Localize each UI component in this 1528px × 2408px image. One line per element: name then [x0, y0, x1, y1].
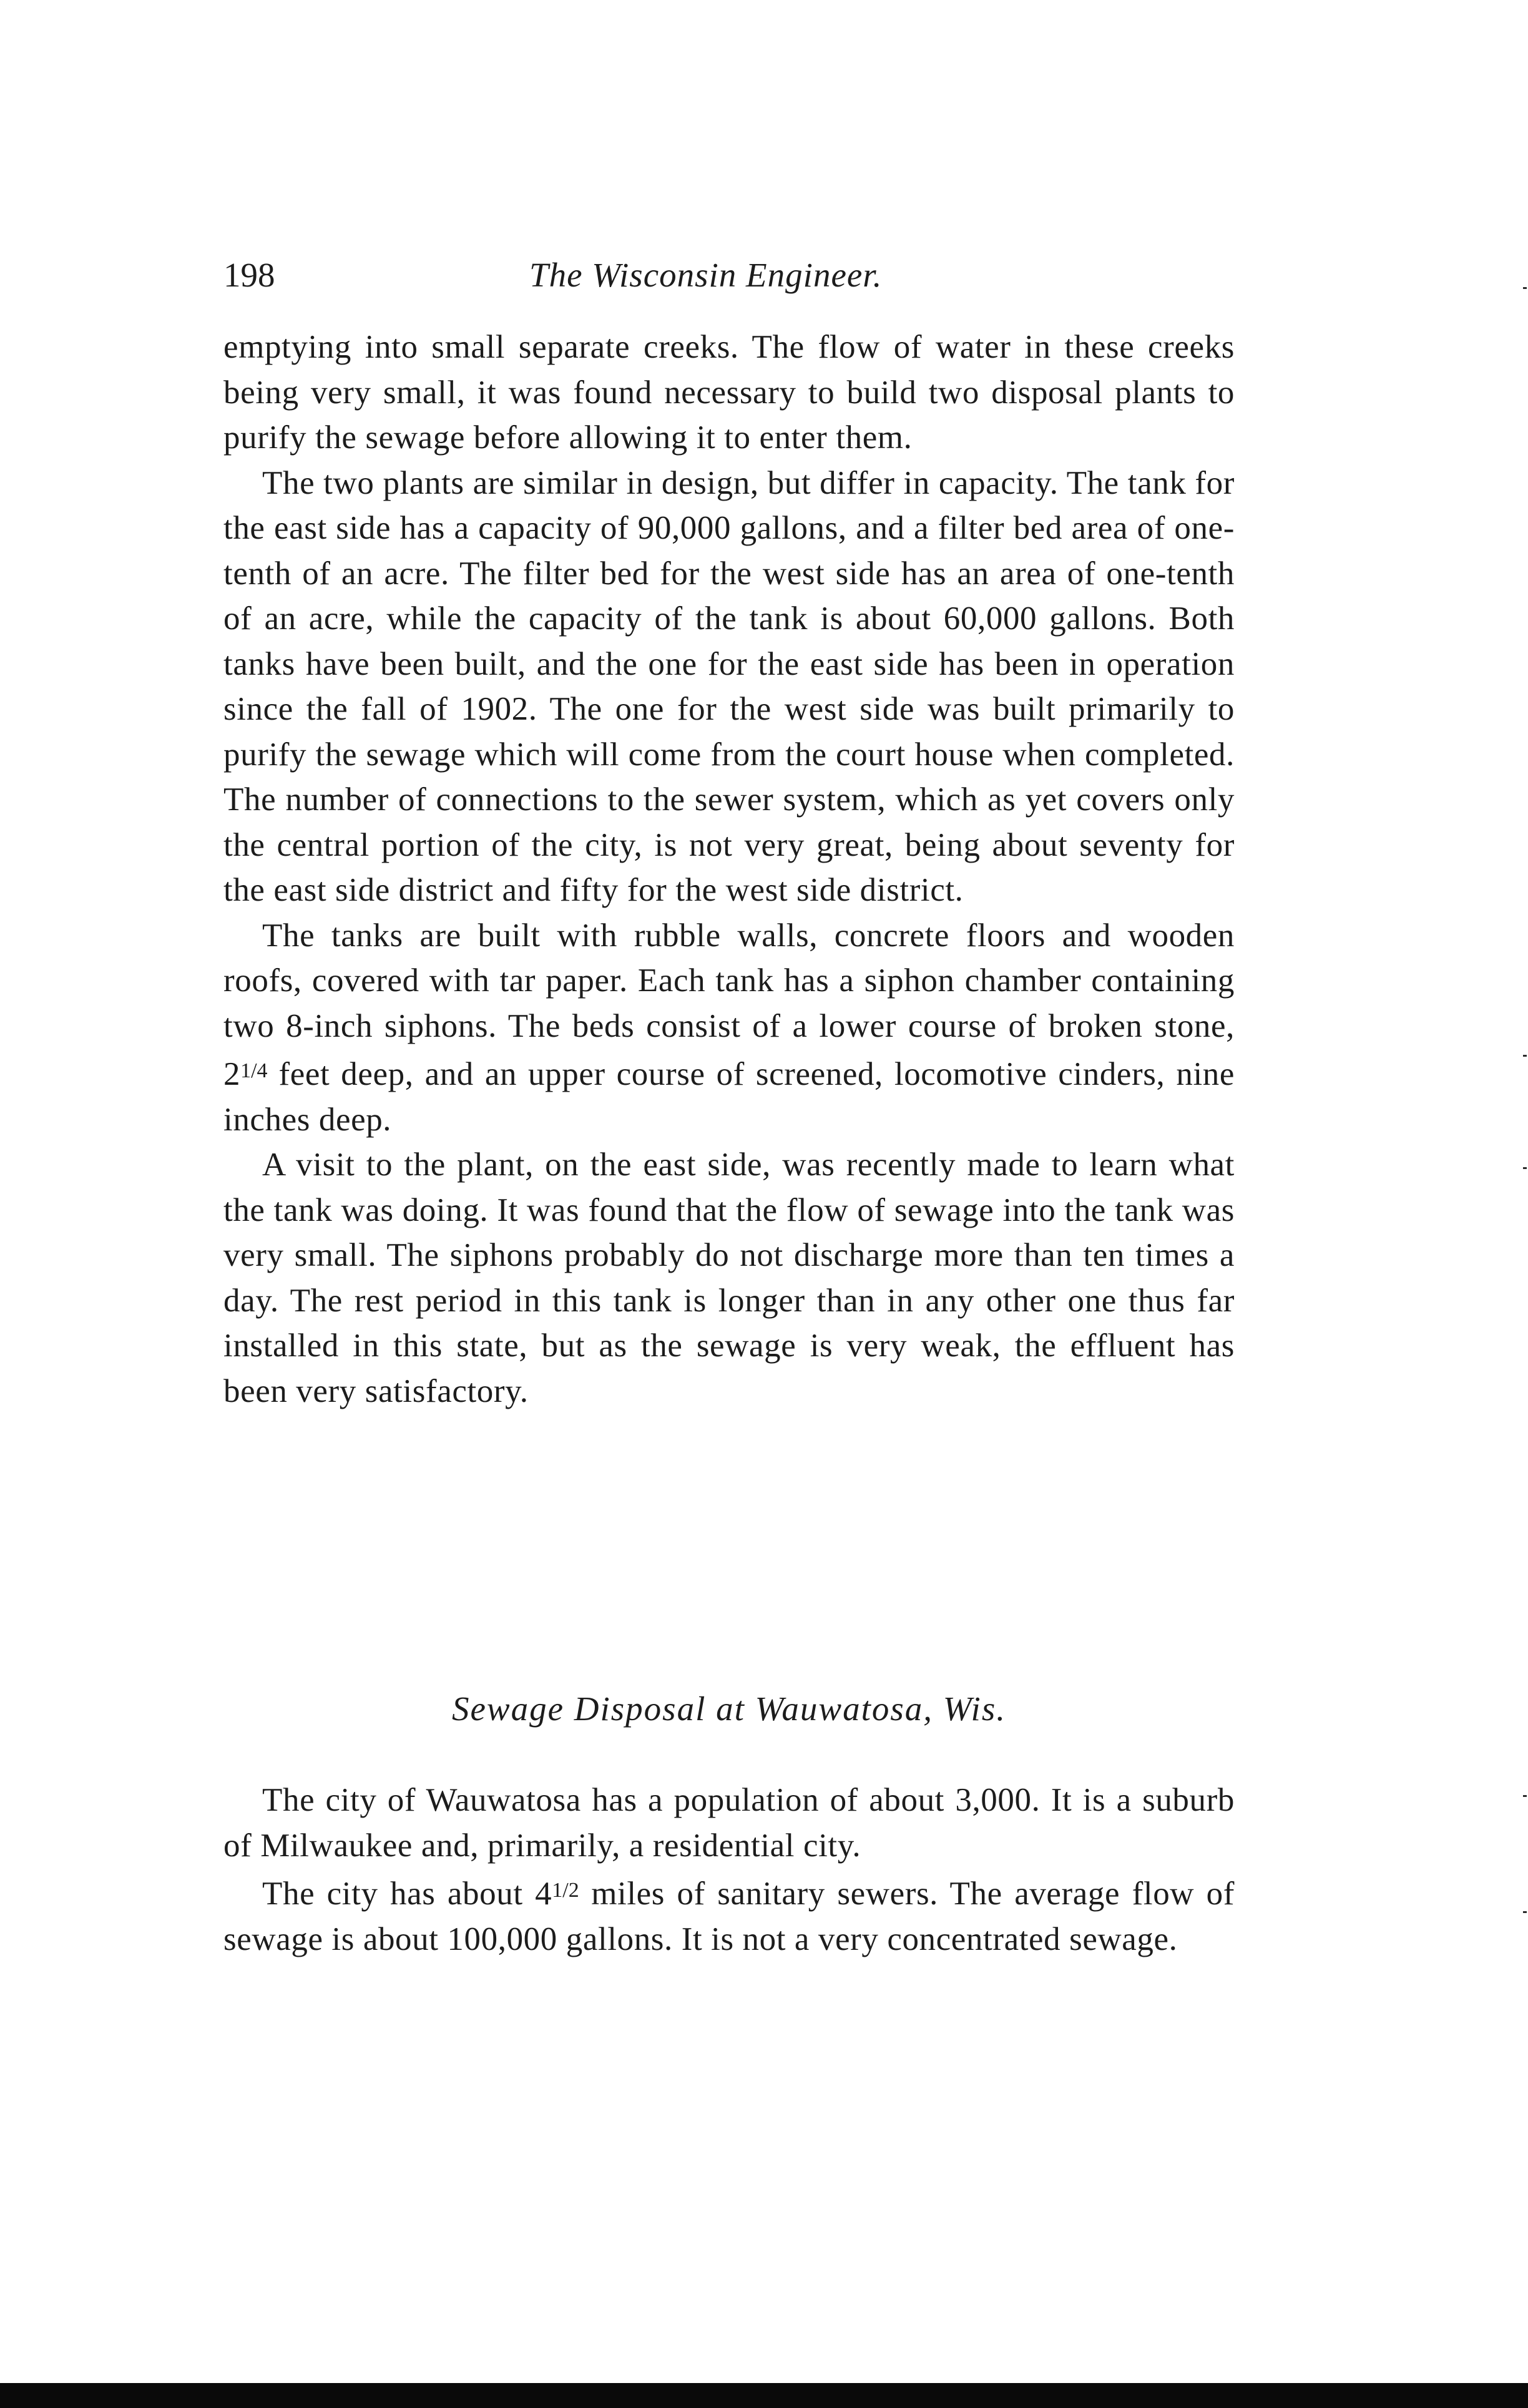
paragraph-continued: emptying into small separate creeks. The flow of water in these creeks being very small, it was found necessary to build two disposal plants to purify the sewage before allowing it to enter them. [223, 329, 1235, 456]
paragraph-text: The tanks are built with rubble walls, concrete floors and wooden roofs, covered with tar paper. Each tank has a siphon chamber containing two 8-inch siphons. The beds consist of a lower course of broken stone, 2 [223, 917, 1235, 1092]
scan-edge-mark [1523, 1167, 1527, 1169]
scan-border [0, 2383, 1528, 2408]
paragraph-with-fraction [223, 1868, 1235, 1962]
scan-edge-mark [1523, 287, 1527, 289]
running-title: The Wisconsin Engineer. [529, 256, 883, 294]
article-body [223, 325, 1235, 1414]
section-heading: Sewage Disposal at Wauwatosa, Wis. [452, 1690, 1006, 1728]
fraction: 1/4 [240, 1059, 268, 1082]
paragraph-text: The city has about 4 [262, 1876, 552, 1912]
paragraph-text: miles of sanitary sewers. The average flow of sewage is about 100,000 gallons. It is not a very concentrated sewage. [223, 1876, 1235, 1957]
scan-edge-mark [1523, 1911, 1527, 1913]
scan-edge-mark [1523, 1055, 1527, 1057]
scan-edge-mark [1523, 1795, 1527, 1797]
paragraph: The two plants are similar in design, but differ in capacity. The tank for the east side has a capacity of 90,000 gallons, and a filter bed area of one-tenth of an acre. The filter bed for the west side has an area of one-tenth of an acre, while the capacity of the tank is about 60,000 gallons. Both tanks have been built, and the one for the east side has been in operation since the fall of 1902. The one for the west side was built primarily to purify the sewage which will come from the court house when completed. The number of connections to the sewer system, which as yet covers only the central portion of the city, is not very great, being about seventy for the east side district and fifty for the west side district. [223, 464, 1235, 908]
section-body [223, 1778, 1235, 1962]
paragraph: A visit to the plant, on the east side, was recently made to learn what the tank was doing. It was found that the flow of sewage into the tank was very small. The siphons probably do not discharge more than ten times a day. The rest period in this tank is longer than in any other one thus far installed in this state, but as the sewage is very weak, the effluent has been very satisfactory. [223, 1147, 1235, 1409]
page-header [223, 247, 1235, 303]
paragraph-text: feet deep, and an upper course of screened, locomotive cinders, nine inches deep. [223, 1056, 1235, 1138]
paragraph-with-fraction [223, 913, 1235, 1143]
fraction: 1/2 [552, 1879, 579, 1902]
page-number: 198 [223, 256, 275, 294]
paragraph: The city of Wauwatosa has a population of about 3,000. It is a suburb of Milwaukee and, primarily, a residential city. [223, 1782, 1235, 1864]
